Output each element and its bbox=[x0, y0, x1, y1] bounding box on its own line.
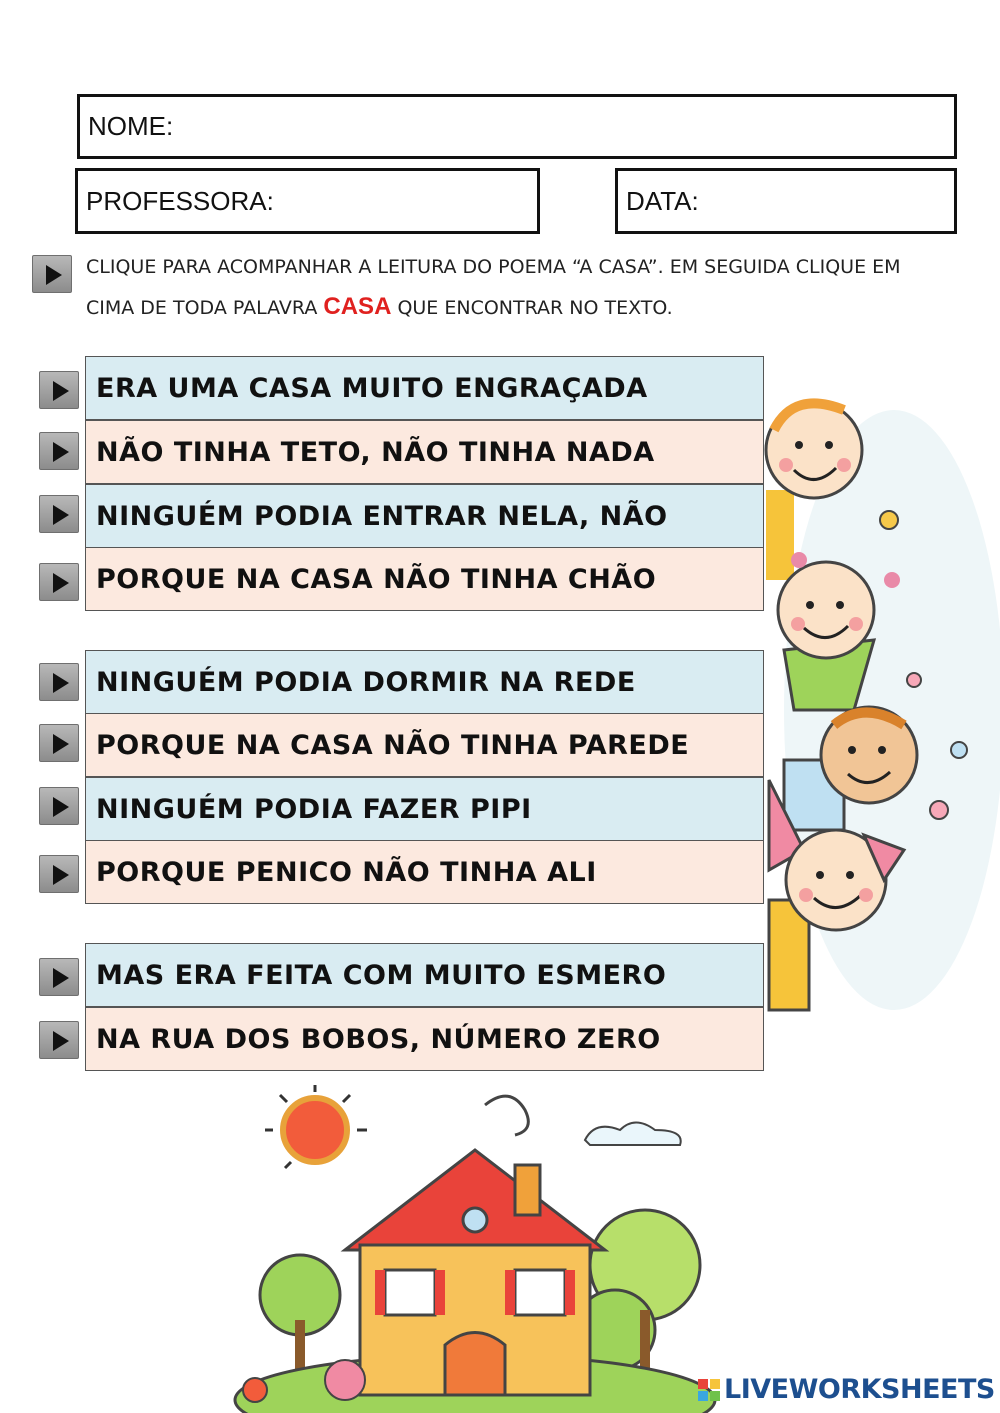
nome-label: NOME: bbox=[88, 111, 174, 141]
nome-field bbox=[77, 94, 957, 159]
instructions-part1: CLIQUE PARA ACOMPANHAR A LEITURA DO POEMA “A CASA”. EM SEGUIDA CLIQUE EM CIMA DE TODA PALAVRA bbox=[86, 256, 901, 319]
data-input[interactable] bbox=[707, 176, 1000, 226]
verse-row-6[interactable]: PORQUE NA CASA NÃO TINHA PAREDE bbox=[85, 713, 764, 777]
data-label: DATA: bbox=[626, 185, 699, 216]
house-illustration bbox=[225, 1080, 725, 1413]
instructions-text bbox=[86, 248, 946, 328]
verse-row-9[interactable]: MAS ERA FEITA COM MUITO ESMERO bbox=[85, 943, 764, 1007]
verse-row-5[interactable]: NINGUÉM PODIA DORMIR NA REDE bbox=[85, 650, 764, 714]
verse-play-button-6[interactable] bbox=[39, 724, 79, 762]
liveworksheets-text: LIVEWORKSHEETS bbox=[724, 1374, 995, 1405]
verse-play-button-8[interactable] bbox=[39, 855, 79, 893]
verse-row-4[interactable]: PORQUE NA CASA NÃO TINHA CHÃO bbox=[85, 547, 764, 611]
verse-play-button-1[interactable] bbox=[39, 371, 79, 409]
liveworksheets-brand bbox=[698, 1374, 995, 1405]
verse-row-1[interactable]: ERA UMA CASA MUITO ENGRAÇADA bbox=[85, 356, 764, 420]
verse-row-10[interactable]: NA RUA DOS BOBOS, NÚMERO ZERO bbox=[85, 1007, 764, 1071]
nome-input[interactable] bbox=[181, 102, 954, 151]
professora-label: PROFESSORA: bbox=[86, 185, 274, 216]
kids-illustration bbox=[764, 380, 1000, 1020]
liveworksheets-logo-icon bbox=[698, 1379, 720, 1401]
verse-play-button-9[interactable] bbox=[39, 958, 79, 996]
verse-play-button-4[interactable] bbox=[39, 563, 79, 601]
instructions-part2: QUE ENCONTRAR NO TEXTO. bbox=[391, 297, 673, 319]
verse-row-8[interactable]: PORQUE PENICO NÃO TINHA ALI bbox=[85, 840, 764, 904]
verse-play-button-5[interactable] bbox=[39, 663, 79, 701]
verse-row-2[interactable]: NÃO TINHA TETO, NÃO TINHA NADA bbox=[85, 420, 764, 484]
verse-play-button-2[interactable] bbox=[39, 432, 79, 470]
verse-row-3[interactable]: NINGUÉM PODIA ENTRAR NELA, NÃO bbox=[85, 484, 764, 548]
verse-play-button-10[interactable] bbox=[39, 1021, 79, 1059]
professora-input[interactable] bbox=[282, 176, 596, 226]
data-field bbox=[615, 168, 957, 234]
instructions-highlight-word: CASA bbox=[323, 293, 392, 320]
verse-row-7[interactable]: NINGUÉM PODIA FAZER PIPI bbox=[85, 777, 764, 841]
professora-field bbox=[75, 168, 540, 234]
verse-play-button-7[interactable] bbox=[39, 787, 79, 825]
instructions-play-button[interactable] bbox=[32, 255, 72, 293]
verse-play-button-3[interactable] bbox=[39, 495, 79, 533]
